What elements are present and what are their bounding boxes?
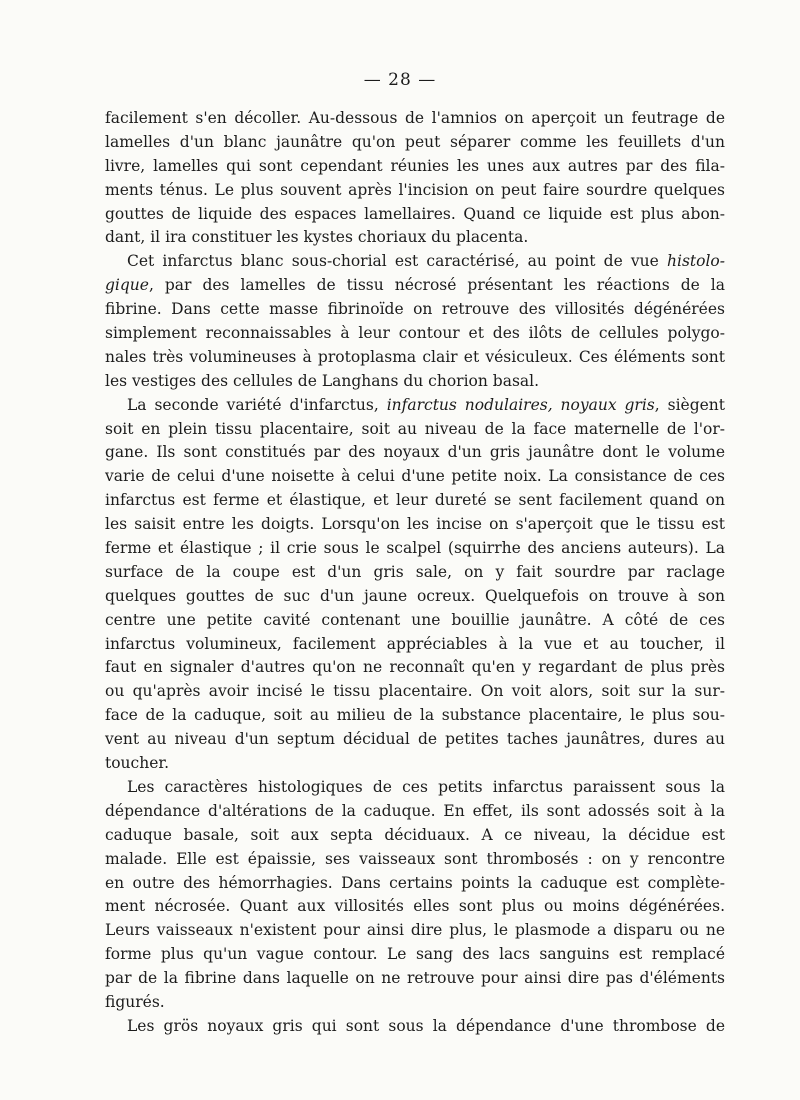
text-line: ferme et élastique ; il crie sous le scalpel (squirrhe des anciens auteurs). La — [105, 539, 725, 558]
text-line: varie de celui d'une noisette à celui d'une petite noix. La consistance de ces — [105, 467, 725, 486]
text-line: dépendance d'altérations de la caduque. En effet, ils sont adossés soit à la — [105, 801, 725, 820]
text-line: gouttes de liquide des espaces lamellaires. Quand ce liquide est plus abon- — [105, 204, 725, 223]
text-line: livre, lamelles qui sont cependant réunies les unes aux autres par des fila- — [105, 156, 725, 175]
text-line: forme plus qu'un vague contour. Le sang des lacs sanguins est remplacé — [105, 945, 725, 964]
text-line: ments ténus. Le plus souvent après l'incision on peut faire sourdre quelques — [105, 180, 725, 199]
text-line: les saisit entre les doigts. Lorsqu'on les incise on s'aperçoit que le tissu est — [105, 515, 725, 534]
text-line — [105, 250, 725, 274]
text-line: vent au niveau d'un septum décidual de petites taches jaunâtres, dures au — [105, 730, 725, 749]
text-line: Les grös noyaux gris qui sont sous la dépendance d'une thrombose de — [127, 1016, 725, 1035]
text-segment: La seconde variété d'infarctus, — [127, 395, 387, 414]
text-line — [105, 274, 725, 298]
text-line: ment nécrosée. Quant aux villosités elles sont plus ou moins dégénérées. — [105, 897, 725, 916]
text-line: fibrine. Dans cette masse fibrinoïde on retrouve des villosités dégénérées — [105, 300, 725, 319]
body-text — [105, 107, 725, 1039]
text-line: ou qu'après avoir incisé le tissu placentaire. On voit alors, soit sur la sur- — [105, 682, 725, 701]
text-segment: , siègent — [654, 395, 726, 414]
text-line: infarctus volumineux, facilement appréciables à la vue et au toucher, il — [105, 634, 725, 653]
text-line: facilement s'en décoller. Au-dessous de l'amnios on aperçoit un feutrage de — [105, 109, 725, 127]
italic-term: infarctus nodulaires, noyaux gris — [386, 395, 655, 414]
text-line — [105, 394, 725, 418]
text-line: en outre des hémorrhagies. Dans certains points la caduque est complète- — [105, 873, 725, 892]
text-line: dant, il ira constituer les kystes choriaux du placenta. — [105, 228, 529, 247]
page-number: — 28 — — [363, 70, 437, 90]
text-line: toucher. — [105, 754, 170, 773]
text-line: quelques gouttes de suc d'un jaune ocreux. Quelquefois on trouve à son — [105, 586, 725, 605]
text-line: infarctus est ferme et élastique, et leur dureté se sent facilement quand on — [105, 491, 725, 510]
text-line: Les caractères histologiques de ces petits infarctus paraissent sous la — [127, 777, 725, 796]
text-line: centre une petite cavité contenant une bouillie jaunâtre. A côté de ces — [105, 610, 725, 629]
text-segment: , par des lamelles de tissu nécrosé présentant les réactions de la — [148, 276, 725, 295]
text-line: surface de la coupe est d'un gris sale, on y fait sourdre par raclage — [105, 562, 725, 581]
text-line: nales très volumineuses à protoplasma clair et vésiculeux. Ces éléments sont — [105, 347, 725, 366]
text-line: figurés. — [105, 992, 165, 1011]
text-line: simplement reconnaissables à leur contour et des ilôts de cellules polygo- — [105, 324, 725, 343]
text-line: les vestiges des cellules de Langhans du chorion basal. — [105, 371, 540, 390]
text-line: face de la caduque, soit au milieu de la substance placentaire, le plus sou- — [105, 706, 725, 725]
text-line: faut en signaler d'autres qu'on ne reconnaît qu'en y regardant de plus près — [105, 658, 725, 677]
text-line: Leurs vaisseaux n'existent pour ainsi dire plus, le plasmode a disparu ou ne — [105, 921, 725, 940]
text-line: caduque basale, soit aux septa déciduaux. A ce niveau, la décidue est — [105, 825, 725, 844]
text-segment: Cet infarctus blanc sous-chorial est caractérisé, au point de vue — [127, 252, 668, 271]
italic-term: gique — [105, 276, 149, 295]
text-line: soit en plein tissu placentaire, soit au niveau de la face maternelle de l'or- — [105, 419, 725, 438]
text-line: gane. Ils sont constitués par des noyaux d'un gris jaunâtre dont le volume — [105, 443, 725, 462]
italic-term: histolo- — [667, 252, 725, 271]
text-line: lamelles d'un blanc jaunâtre qu'on peut séparer comme les feuillets d'un — [105, 132, 725, 151]
text-line: malade. Elle est épaissie, ses vaisseaux sont thrombosés : on y rencontre — [105, 849, 725, 868]
text-line: par de la fibrine dans laquelle on ne retrouve pour ainsi dire pas d'éléments — [105, 969, 725, 988]
